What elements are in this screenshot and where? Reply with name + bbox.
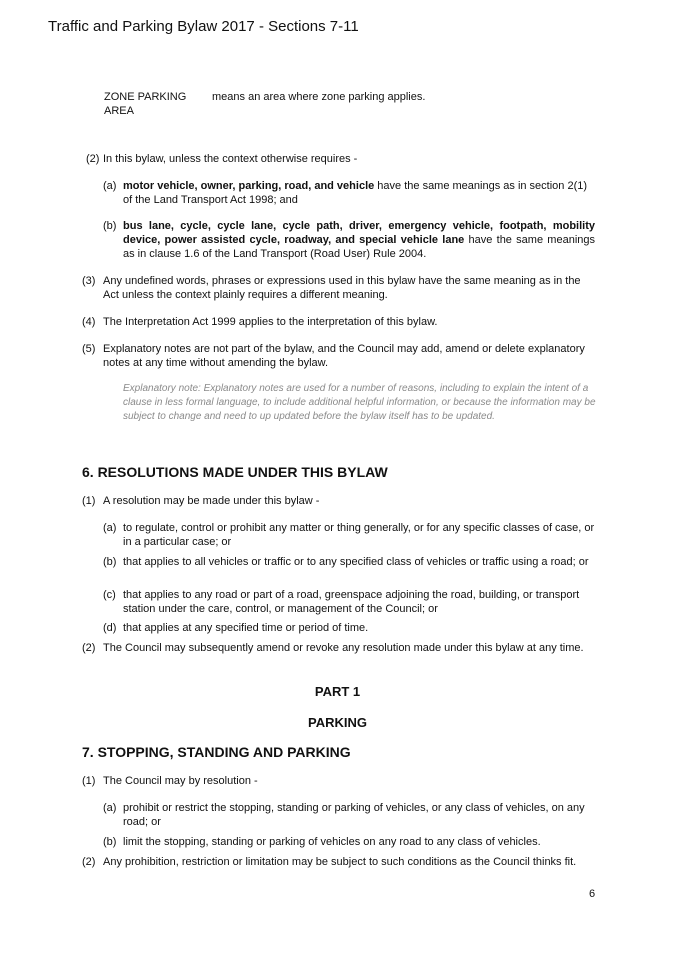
definition-term-line2: AREA xyxy=(104,105,134,117)
section-6-a-text: to regulate, control or prohibit any matter or thing generally, or for any specific classes of case, or in a particular case; or xyxy=(123,522,595,548)
running-header: Traffic and Parking Bylaw 2017 - Sections 7-11 xyxy=(48,18,359,35)
clause-2-number: (2) xyxy=(86,153,100,165)
section-7-clause-1-text: The Council may by resolution - xyxy=(103,775,258,787)
section-6-d-text: that applies at any specified time or period of time. xyxy=(123,622,369,634)
section-6-clause-2-number: (2) xyxy=(82,642,96,654)
section-7-b-number: (b) xyxy=(103,836,117,848)
clause-3-text: Any undefined words, phrases or expressions used in this bylaw have the same meaning as in the Act unless the context plainly requires a different meaning. xyxy=(103,275,581,301)
clause-2b-bold-terms: bus lane, cycle, cycle lane, cycle path, driver, emergency vehicle, footpath, mobility device, power assisted cycle, roadway, and special vehicle lane xyxy=(123,220,595,246)
section-7-clause-2-number: (2) xyxy=(82,856,96,868)
clause-2a-text xyxy=(123,179,595,207)
section-7-a-text: prohibit or restrict the stopping, standing or parking of vehicles, or any class of vehicles, on any road; or xyxy=(123,802,585,828)
page-number: 6 xyxy=(589,888,596,900)
section-6-heading: 6. RESOLUTIONS MADE UNDER THIS BYLAW xyxy=(82,464,388,480)
part-title: PART 1 xyxy=(314,684,361,699)
section-6-clause-1-number: (1) xyxy=(82,495,96,507)
section-7-b-text: limit the stopping, standing or parking of vehicles on any road to any class of vehicles. xyxy=(123,836,541,848)
section-7-a-number: (a) xyxy=(103,802,117,814)
clause-2a-rest: have the same meanings as in section 2(1) of the Land Transport Act 1998; and xyxy=(123,180,588,206)
section-6-c-number: (c) xyxy=(103,589,116,601)
clause-2b-rest: have the same meanings as in clause 1.6 of the Land Transport (Road User) Rule 2004. xyxy=(123,234,596,260)
clause-2a-bold-terms: motor vehicle, owner, parking, road, and vehicle xyxy=(123,180,375,192)
clause-4-number: (4) xyxy=(82,316,96,328)
section-6-b-text: that applies to all vehicles or traffic or to any specified class of vehicles or traffic using a road; or xyxy=(123,556,589,568)
clause-2b-text xyxy=(123,219,595,261)
section-7-clause-1-number: (1) xyxy=(82,775,96,787)
section-7-heading: 7. STOPPING, STANDING AND PARKING xyxy=(82,744,351,760)
section-7-clause-2-text: Any prohibition, restriction or limitation may be subject to such conditions as the Council thinks fit. xyxy=(103,856,577,868)
section-6-c-text: that applies to any road or part of a road, greenspace adjoining the road, building, or transport station under the care, control, or management of the Council; or xyxy=(123,589,580,615)
definition-meaning: means an area where zone parking applies. xyxy=(212,91,426,103)
section-6-b-number: (b) xyxy=(103,556,117,568)
clause-3-number: (3) xyxy=(82,275,96,287)
clause-4-text: The Interpretation Act 1999 applies to the interpretation of this bylaw. xyxy=(103,316,438,328)
clause-2-text: In this bylaw, unless the context otherwise requires - xyxy=(103,153,358,165)
section-6-clause-1-text: A resolution may be made under this bylaw - xyxy=(103,495,320,507)
section-6-a-number: (a) xyxy=(103,522,117,534)
section-6-clause-2-text: The Council may subsequently amend or revoke any resolution made under this bylaw at any time. xyxy=(103,642,584,654)
clause-5-text: Explanatory notes are not part of the bylaw, and the Council may add, amend or delete explanatory notes at any time without amending the bylaw. xyxy=(103,343,585,369)
explanatory-note: Explanatory note: Explanatory notes are used for a number of reasons, including to explain the intent of a clause in less formal language, to include additional helpful information, or because the information may be subject to change and need to up updated before the bylaw itself has to be updated. xyxy=(123,383,596,422)
section-6-d-number: (d) xyxy=(103,622,117,634)
definition-term-line1: ZONE PARKING xyxy=(104,91,187,103)
clause-2b-number: (b) xyxy=(103,220,117,232)
clause-2a-number: (a) xyxy=(103,180,117,192)
part-subtitle: PARKING xyxy=(308,715,367,730)
definition-term xyxy=(104,90,186,118)
clause-5-number: (5) xyxy=(82,343,96,355)
